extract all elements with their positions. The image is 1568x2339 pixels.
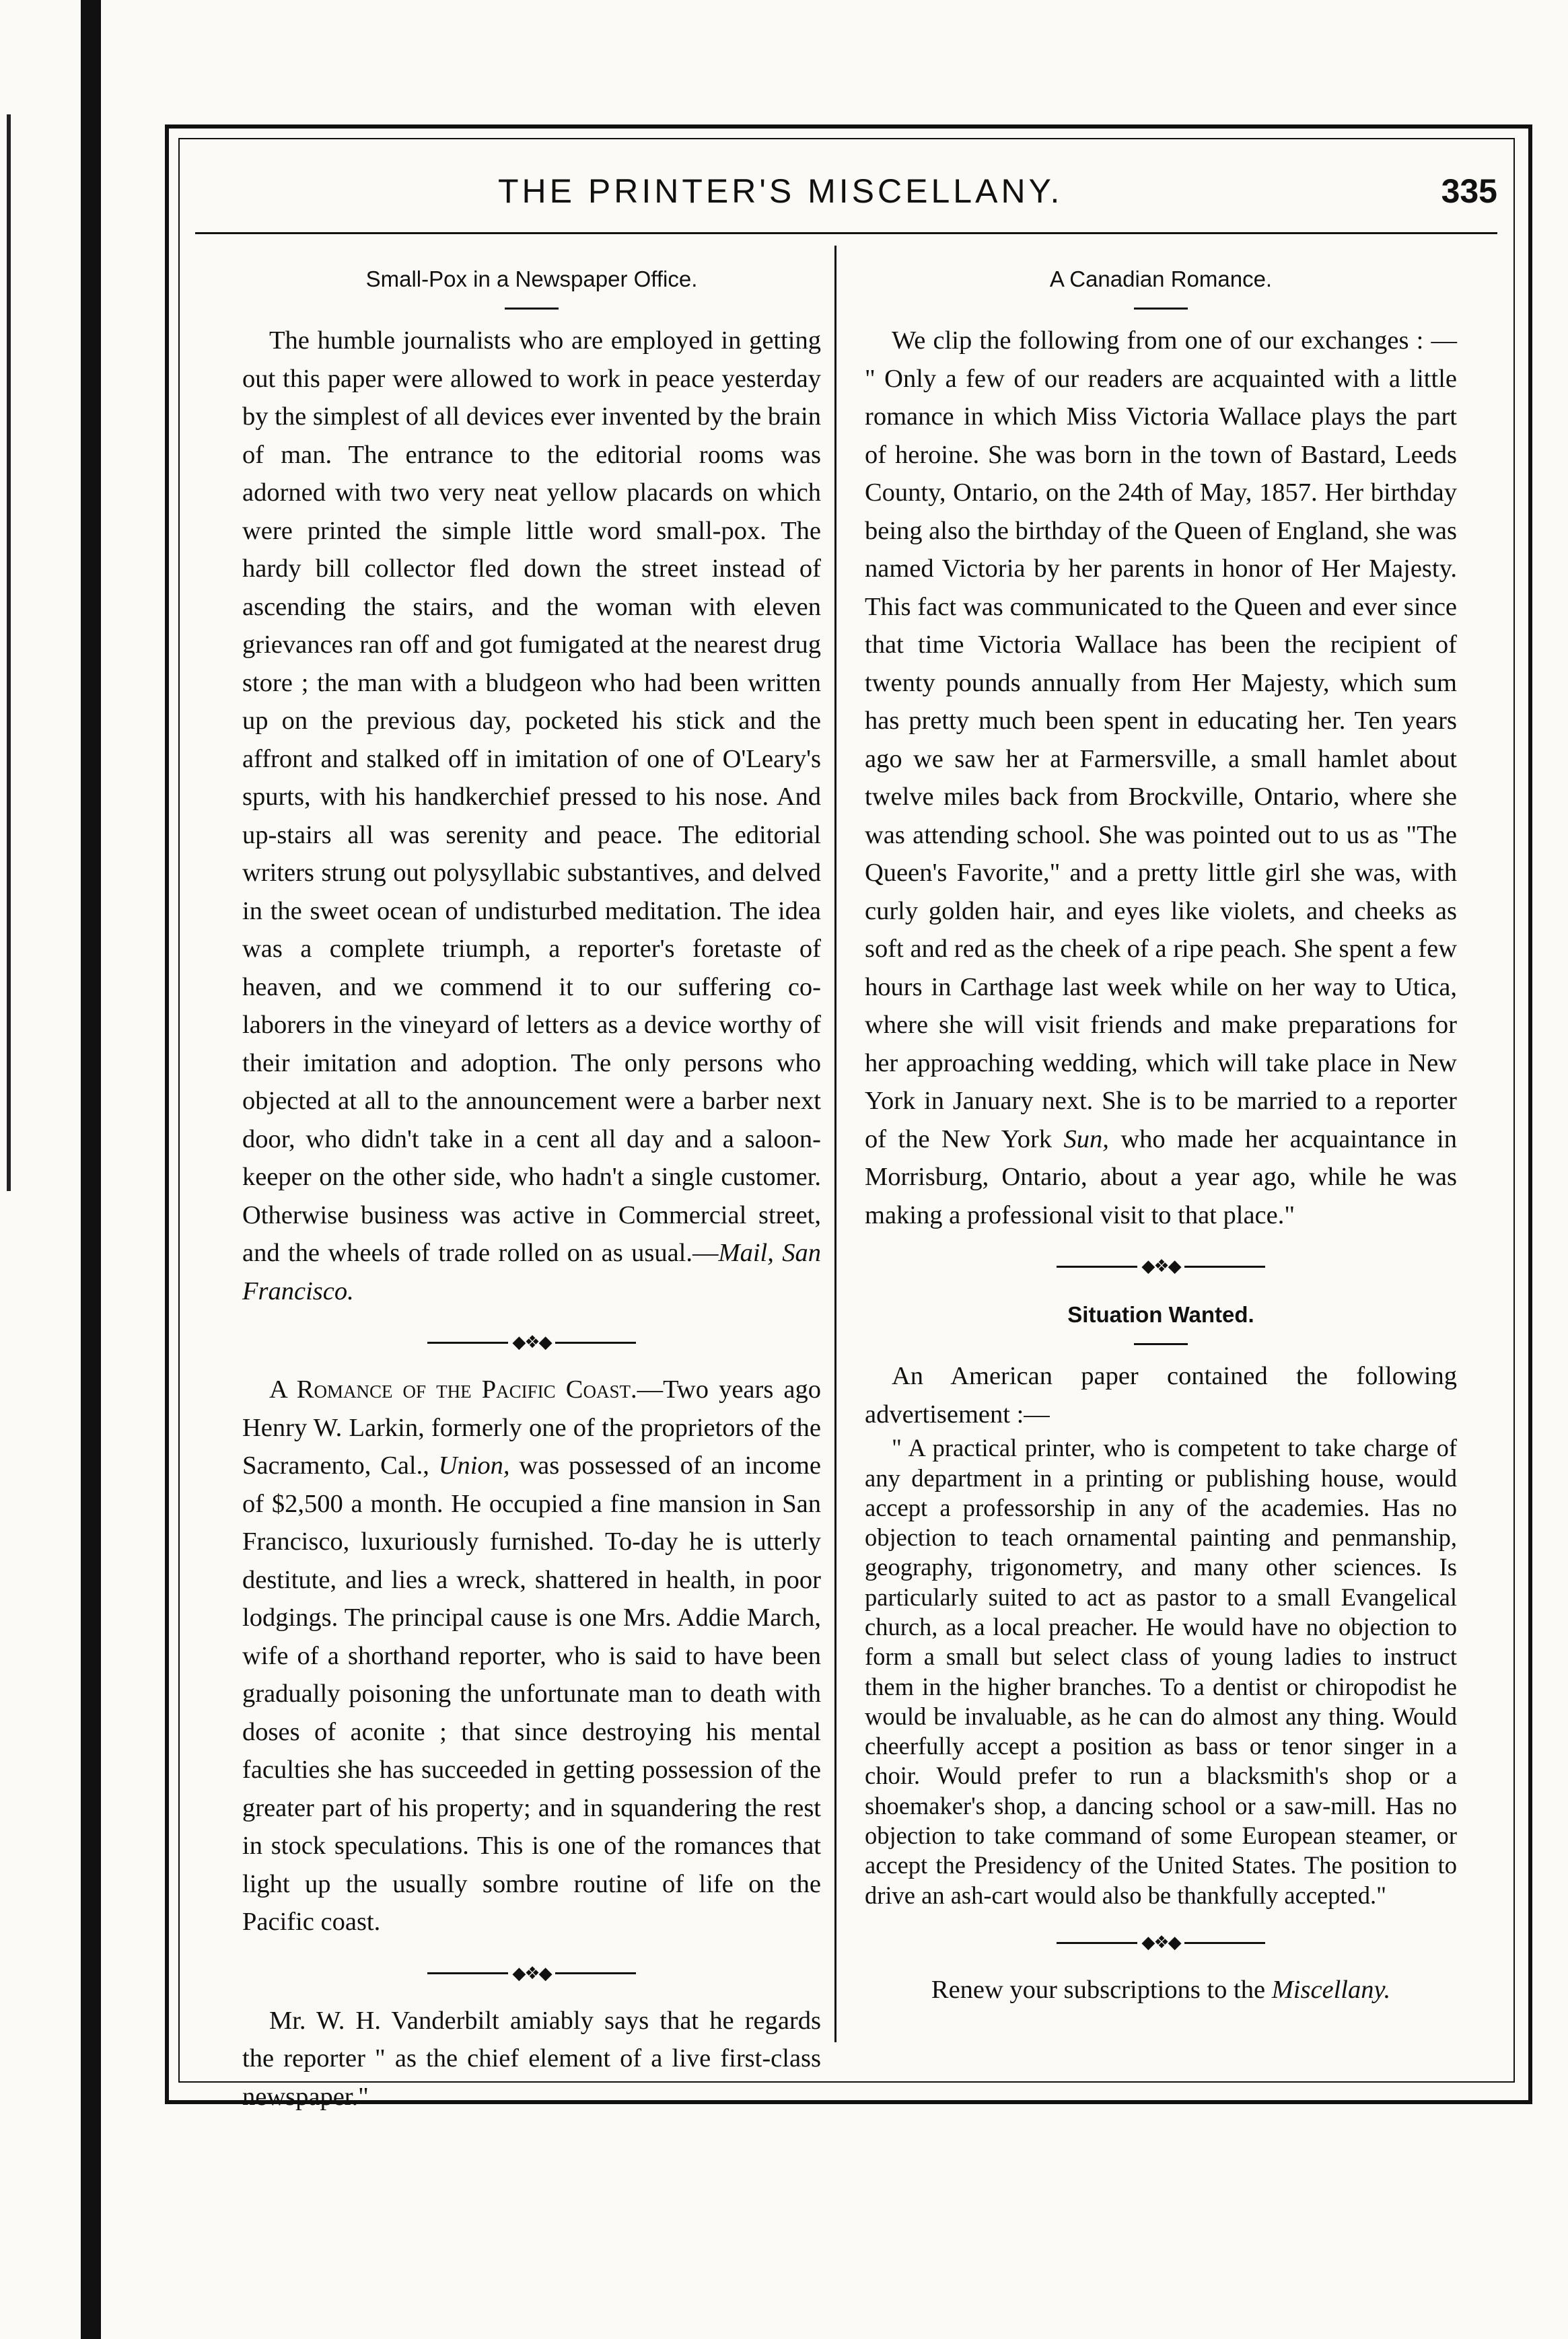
- ornament-rule-icon: ◆❖◆: [242, 1328, 821, 1356]
- right-column: [865, 259, 1457, 2009]
- newspaper-name: Union,: [438, 1451, 510, 1480]
- running-title: THE PRINTER'S MISCELLANY.: [498, 172, 1063, 210]
- article-text-continued: who made her acquaintance in Morrisburg, Ontario, about a year ago, while he was making a professional visit to that place.": [865, 1124, 1457, 1229]
- article-pacific-romance: [242, 1371, 821, 1941]
- title-rule: [1134, 1343, 1188, 1345]
- article-text: —Two years ago Henry W. Larkin, formerly one of the proprietors of the Sacramento, Cal.,: [242, 1375, 821, 1480]
- article-source: Mail, San Francisco.: [242, 1239, 822, 1305]
- article-text: The humble journalists who are employed in getting out this paper were allowed to work in peace yesterday by the simplest of all devices ever invented by the brain of man. The entrance to the editorial rooms was adorned with two very neat yellow placards on which were printed the simple little word small-pox. The hardy bill collector fled down the street instead of ascending the stairs, and the woman with eleven grievances ran off and got fumigated at the nearest drug store ; the man with a bludgeon who had been written up on the previous day, pocketed his stick and the affront and stalked off in imitation of one of O'Leary's spurts, with his handkerchief pressed to his nose. And up-stairs all was serenity and peace. The editorial writers strung out polysyllabic substantives, and delved in the sweet ocean of undisturbed meditation. The idea was a complete triumph, a reporter's foretaste of heaven, and we commend it to our suffering co-laborers in the vineyard of letters as a device worthy of their imitation and adoption. The only persons who objected at all to the announcement were a barber next door, who didn't take in a cent all day and a saloon-keeper on the other side, who hadn't a single customer. Otherwise business was active in Commercial street, and the wheels of trade rolled on as usual.—: [242, 326, 821, 1267]
- article-body: Mr. W. H. Vanderbilt amiably says that he regards the reporter " as the chief element of a live first-class newspaper.": [242, 2006, 821, 2111]
- scan-edge-bar: [81, 0, 101, 2339]
- article-title: A Canadian Romance.: [1049, 266, 1273, 291]
- page-number: 335: [1441, 172, 1497, 210]
- article-text-continued: was possessed of an income of $2,500 a month. He occupied a fine mansion in San Francisco, luxuriously furnished. To-day he is utterly destitute, and lies a wreck, shattered in health, in poor lodgings. The principal cause is one Mrs. Addie March, wife of a shorthand reporter, who is said to have been gradually poisoning the unfortunate man to death with doses of aconite ; that since destroying his mental faculties she has succeeded in getting possession of the greater part of his property; and in squandering the rest in stock speculations. This is one of the romances that light up the usually sombre routine of life on the Pacific coast.: [242, 1451, 821, 1937]
- running-head: [195, 172, 1497, 225]
- article-smallpox: [242, 259, 821, 1310]
- title-rule: [1134, 308, 1188, 310]
- advertisement-text: " A practical printer, who is competent to take charge of any department in a printing or publishing house, would accept a professorship in any of the academies. Has no objection to teach ornamental painting and penmanship, geography, trigonometry, and many other sciences. Is particularly suited to act as pastor to a small Evangelical church, as a local preacher. He would have no objection to form a small but select class of young ladies to instruct them in the higher branches. To a dentist or chiropodist he would be invaluable, as he can do almost any thing. Would cheerfully accept a position as bass or tenor singer in a choir. Would prefer to run a blacksmith's shop or a shoemaker's shop, a dancing school or a saw-mill. Has no objection to take command of some European steamer, or accept the Presidency of the United States. The position to drive an ash-cart would also be thankfully accepted.": [865, 1434, 1457, 1909]
- article-body: [242, 1371, 821, 1941]
- article-body: [865, 322, 1457, 1234]
- article-vanderbilt: [242, 2002, 821, 2116]
- article-canadian-romance: [865, 259, 1457, 1234]
- left-column: [242, 259, 821, 2116]
- title-rule: [505, 308, 559, 310]
- article-body: [242, 322, 821, 1310]
- renew-text: Renew your subscriptions to the: [931, 1976, 1272, 2005]
- ornament-rule-icon: ◆❖◆: [865, 1928, 1457, 1956]
- article-intro: An American paper contained the following advertisement :—: [865, 1362, 1457, 1429]
- article-text: We clip the following from one of our exchanges : — " Only a few of our readers are acquainted with a little romance in which Miss Victoria Wallace plays the part of heroine. She was born in the town of Bastard, Leeds County, Ontario, on the 24th of May, 1857. Her birthday being also the birthday of the Queen of England, she was named Victoria by her parents in honor of Her Majesty. This fact was communicated to the Queen and ever since that time Victoria Wallace has been the recipient of twenty pounds annually from Her Majesty, which sum has pretty much been spent in educating her. Ten years ago we saw her at Farmersville, a small hamlet about twelve miles back from Brockville, Ontario, where she was attending school. She was pointed out to us as "The Queen's Favorite," and a pretty little girl she was, with curly golden hair, and eyes like violets, and cheeks as soft and red as the cheek of a ripe peach. She spent a few hours in Carthage last week while on her way to Utica, where she will visit friends and make preparations for her approaching wedding, which will take place in New York in January next. She is to be married to a reporter of the New York: [865, 326, 1457, 1153]
- article-title: Situation Wanted.: [1067, 1302, 1254, 1328]
- ornament-rule-icon: ◆❖◆: [242, 1959, 821, 1987]
- ornament-rule-icon: ◆❖◆: [865, 1252, 1457, 1280]
- renew-notice: [865, 1971, 1457, 2009]
- article-title: Small-Pox in a Newspaper Office.: [365, 266, 698, 291]
- header-rule: [195, 232, 1497, 234]
- journal-name: Miscellany.: [1271, 1976, 1391, 2005]
- article-situation-wanted: [865, 1295, 1457, 1910]
- newspaper-name: Sun,: [1063, 1124, 1109, 1153]
- article-lead: A Romance of the Pacific Coast.: [269, 1375, 637, 1404]
- scan-edge-mark: [7, 114, 11, 1191]
- column-divider: [834, 246, 836, 2042]
